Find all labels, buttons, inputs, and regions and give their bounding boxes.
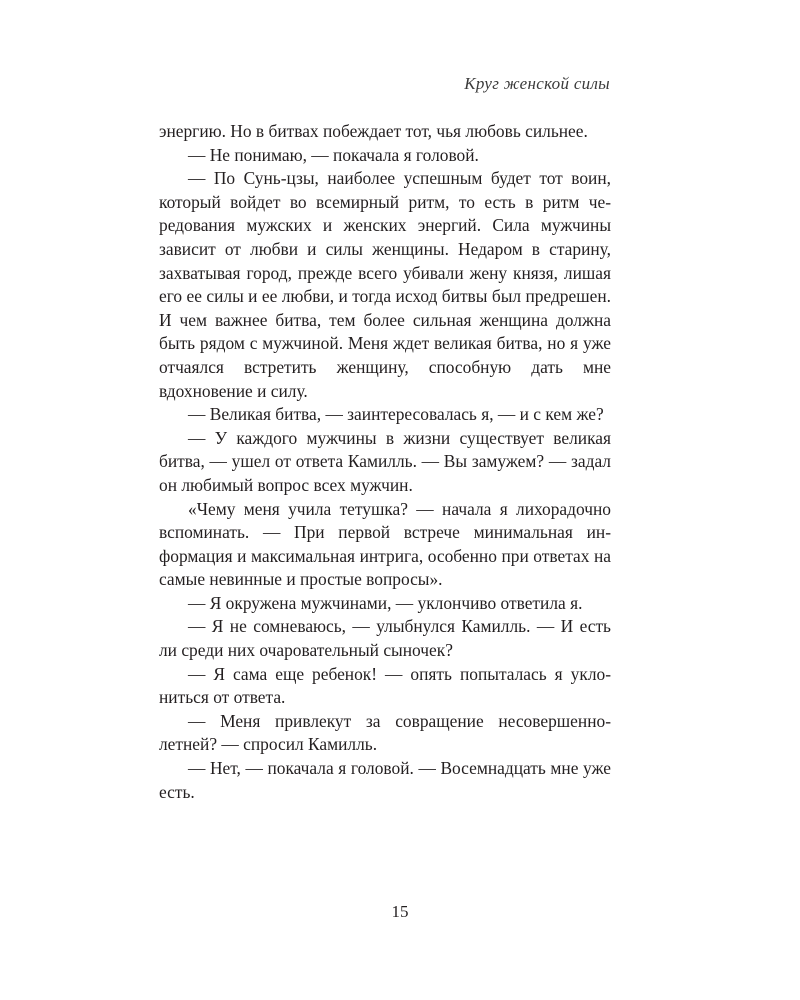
page-body-text [159,120,611,804]
paragraph: — Я не сомневаюсь, — улыбнулся Камилль. — И есть ли среди них очаровательный сыночек? [159,616,611,661]
paragraph: — Не понимаю, — покачала я головой. [188,144,479,165]
paragraph: — Меня привлекут за совращение несовершеннолетней? — спросил Камилль. [159,710,611,755]
running-head-title: Круг женской силы [464,74,610,93]
paragraph: энергию. Но в битвах побеждает тот, чья любовь сильнее. [159,121,588,141]
paragraph: — По Сунь-цзы, наиболее успешным будет тот воин, который войдет во всемирный ритм, то есть в ритм чередования мужских и женских энергий. Сила мужчины зависит от любви и силы женщины. Недаром в старину, захватывая город, прежде всего убивали жену князя, лишая его ее силы и ее любви, и тогда исход битвы был предрешен. И чем важнее битва, тем более сильная женщина должна быть рядом с мужчиной. Меня ждет великая битва, но я уже отчаялся встретить женщину, способную дать мне вдохновение и силу. [159,168,611,401]
paragraph: — Я окружена мужчинами, — уклончиво ответила я. [188,592,583,613]
paragraph: «Чему меня учила тетушка? — начала я лихорадочно вспоминать. — При первой встрече минимальная информация и максимальная интрига, особенно при ответах на самые невинные и простые вопросы». [159,498,611,590]
paragraph: — Нет, — покачала я головой. — Восемнадцать мне уже есть. [159,758,611,802]
page-number: 15 [391,902,409,921]
paragraph: — Я сама еще ребенок! — опять попыталась я уклониться от ответа. [159,663,611,708]
paragraph: — Великая битва, — заинтересовалась я, — и с кем же? [188,404,604,425]
paragraph: — У каждого мужчины в жизни существует великая битва, — ушел от ответа Камилль. — Вы замужем? — задал он любимый вопрос всех мужчин. [159,427,611,495]
